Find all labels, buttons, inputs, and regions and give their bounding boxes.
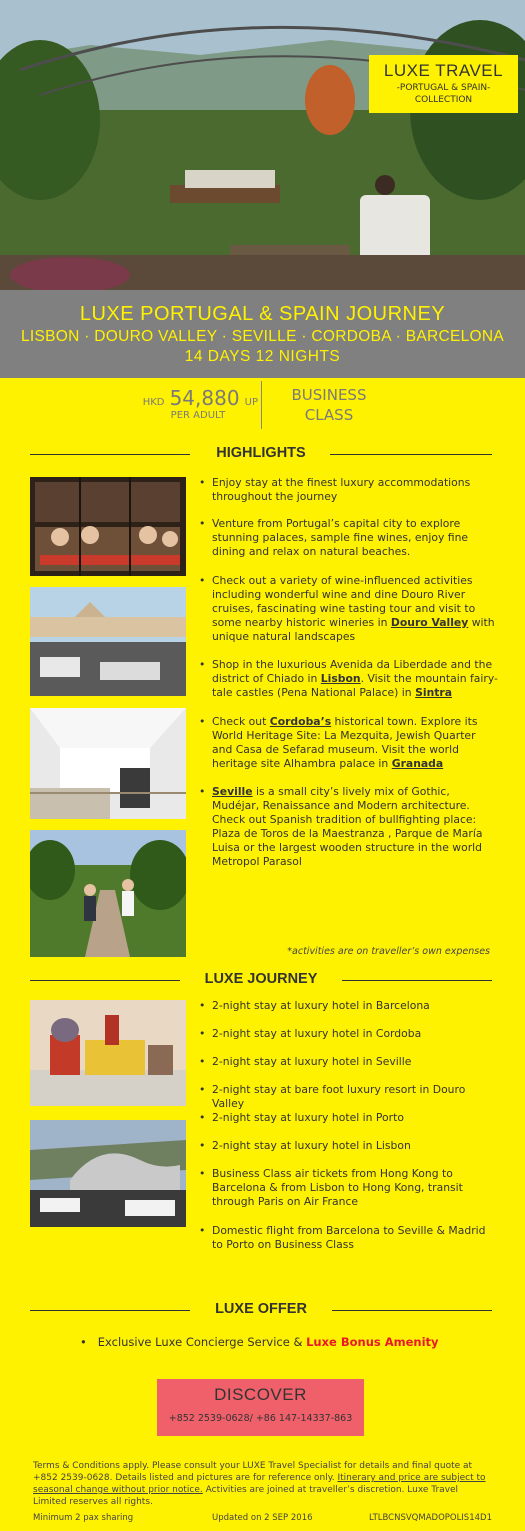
highlight-item [198, 715, 498, 771]
brand-title: LUXE TRAVEL [383, 61, 504, 80]
highlights-label: HIGHLIGHTS [216, 445, 306, 461]
photo-terrace [30, 587, 186, 696]
highlight-item [198, 785, 498, 869]
discover-label: DISCOVER [214, 1385, 307, 1404]
price-currency: HKD [142, 397, 165, 408]
highlight-text: with unique natural landscapes [212, 616, 495, 643]
bullet: • [80, 1335, 98, 1349]
journey-label: LUXE JOURNEY [204, 971, 318, 987]
journey-item: • 2-night stay at luxury hotel in Porto [198, 1111, 498, 1125]
brand-box [369, 55, 518, 113]
journey-duration: 14 DAYS 12 NIGHTS [184, 348, 341, 365]
link-granada[interactable]: Granada [391, 757, 444, 770]
offer-label: LUXE OFFER [215, 1301, 307, 1317]
link-lisbon[interactable]: Lisbon [320, 672, 361, 685]
photo-pena-palace [30, 1000, 186, 1106]
offer-highlight: Luxe Bonus Amenity [306, 1335, 439, 1349]
link-sintra[interactable]: Sintra [415, 686, 453, 699]
price-divider [261, 381, 262, 429]
updated-date: Updated on 2 SEP 2016 [212, 1513, 313, 1523]
price-per: PER ADULT [170, 410, 226, 421]
journey-title: LUXE PORTUGAL & SPAIN JOURNEY [79, 303, 446, 325]
highlight-text: Venture from Portugal’s capital city to explore stunning palaces, sample fine wines, enjoy fine dining and relax on natural beaches. [212, 517, 469, 558]
discover-button[interactable] [157, 1379, 364, 1436]
photo-room [30, 708, 186, 819]
journey-cities: LISBON · DOURO VALLEY · SEVILLE · CORDOBA · BARCELONA [20, 328, 505, 345]
journey-item: • 2-night stay at luxury hotel in Lisbon [198, 1139, 498, 1153]
journey-item: • Business Class air tickets from Hong Kong to Barcelona & from Lisbon to Hong Kong, transit through Paris on Air France [198, 1167, 498, 1209]
highlight-text: is a small city’s lively mix of Gothic, Mudéjar, Renaissance and Modern architecture. Check out Spanish tradition of bullfighting place: Plaza de Toros de la Maestranza , Parque de María Luisa or the largest wooden structure in the world Metropol Parasol [212, 785, 483, 868]
highlight-item [198, 517, 498, 559]
highlight-text: Enjoy stay at the finest luxury accommodations throughout the journey [212, 476, 471, 503]
product-code: LTLBCNSVQMADOPOLIS14D1 [369, 1513, 492, 1523]
photo-chefs [30, 477, 186, 576]
link-douro-valley[interactable]: Douro Valley [390, 616, 469, 629]
journey-item: • Domestic flight from Barcelona to Seville & Madrid to Porto on Business Class [198, 1224, 498, 1252]
class-line-2: CLASS [304, 406, 354, 424]
link-seville[interactable]: Seville [212, 785, 253, 798]
terms-post: Activities are joined at traveller’s discretion. Luxe Travel Limited reserves all rights. [33, 1485, 459, 1507]
price-amount: 54,880 [169, 386, 240, 410]
journey-item: • 2-night stay at luxury hotel in Cordoba [198, 1027, 498, 1041]
hero-image [0, 0, 525, 290]
brand-subtitle: -PORTUGAL & SPAIN- COLLECTION [396, 83, 491, 105]
journey-heading [30, 971, 492, 989]
travel-class [274, 385, 384, 425]
highlight-item [198, 574, 498, 644]
highlight-item [198, 658, 498, 700]
photo-vineyard-cycling [30, 830, 186, 957]
terms-pre: Terms & Conditions apply. Please consult your LUXE Travel Specialist for details and final quote at +852 2539-0628. Details listed and pictures are for reference only. [33, 1461, 473, 1483]
offer-line [80, 1335, 500, 1349]
highlight-item [198, 476, 498, 504]
highlight-text: historical town. Explore its World Heritage Site: La Mezquita, Jewish Quarter and Casa de Sefarad museum. Visit the world heritage site Alhambra palace in [212, 715, 478, 770]
terms-text [33, 1460, 493, 1508]
terms-underlined: Itinerary and price are subject to seasonal change without prior notice. [33, 1473, 486, 1495]
min-pax: Minimum 2 pax sharing [33, 1513, 134, 1523]
highlight-text: Check out a variety of wine-influenced activities including wonderful wine and dine Douro River cruises, fascinating wine tasting tour and visit to some nearby historic wineries in [212, 574, 476, 629]
price-suffix: UP [244, 397, 258, 408]
highlights-heading [30, 445, 492, 463]
offer-heading [30, 1301, 492, 1319]
highlight-text: Check out [212, 715, 270, 728]
journey-item: • 2-night stay at luxury hotel in Seville [198, 1055, 498, 1069]
price-block [108, 386, 258, 421]
link-cordoba[interactable]: Cordoba’s [269, 715, 332, 728]
journey-item: • 2-night stay at luxury hotel in Barcelona [198, 999, 498, 1013]
highlight-text: . Visit the mountain fairy-tale castles (Pena National Palace) in [212, 672, 498, 699]
photo-guggenheim [30, 1120, 186, 1227]
journey-item: • 2-night stay at bare foot luxury resort in Douro Valley [198, 1083, 498, 1111]
class-line-1: BUSINESS [291, 386, 367, 404]
title-banner [0, 290, 525, 378]
discover-phones: +852 2539-0628/ +86 147-14337-863 [168, 1413, 353, 1424]
activities-note: *activities are on traveller’s own expenses [287, 946, 490, 957]
offer-text: Exclusive Luxe Concierge Service & [97, 1335, 307, 1349]
highlight-text: Shop in the luxurious Avenida da Liberdade and the district of Chiado in [212, 658, 493, 685]
